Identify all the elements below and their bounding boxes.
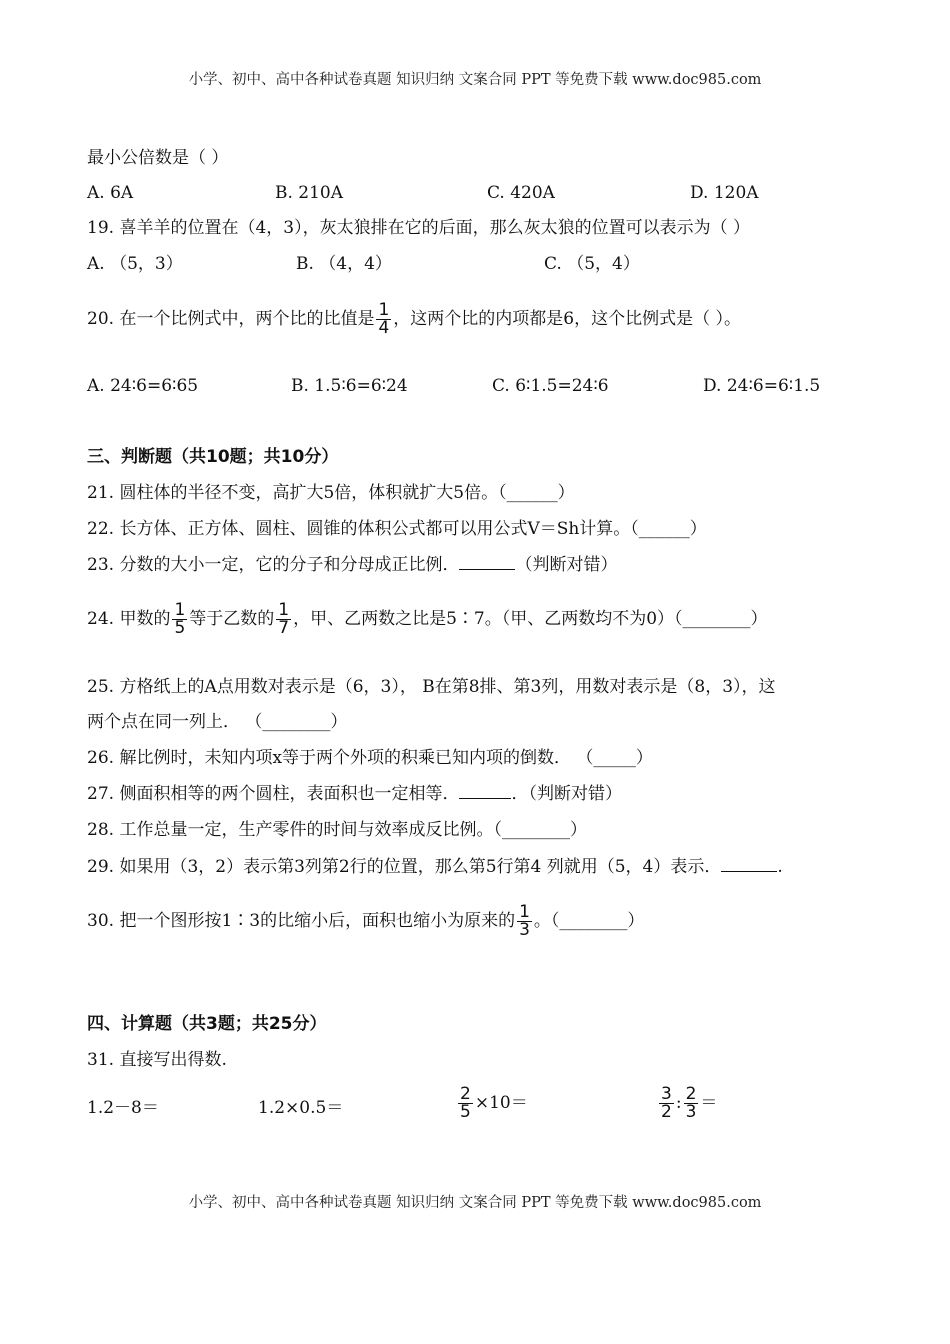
calc4-num1: 3: [661, 1084, 672, 1104]
q20-option-b: B. 1.5∶6=6∶24: [291, 376, 408, 396]
q25-line1: 25. 方格纸上的A点用数对表示是（6，3）， B在第8排、第3列，用数对表示是（8，3），这: [87, 677, 776, 697]
q24-f2-num: 1: [278, 600, 290, 620]
calc4-fraction-2: [684, 1086, 699, 1121]
q20-frac-den: 4: [378, 318, 390, 338]
q30-frac-num: 1: [519, 902, 530, 922]
q20-suffix: ，这两个比的内项都是6，这个比例式是（ ）。: [393, 309, 742, 329]
q27-prefix: 27. 侧面积相等的两个圆柱，表面积也一定相等．: [87, 784, 460, 804]
q24-part1: 24. 甲数的: [87, 609, 171, 629]
q21-text: 21. 圆柱体的半径不变，高扩大5倍，体积就扩大5倍。（______）: [87, 483, 575, 503]
q18-text: 最小公倍数是（ ）: [87, 148, 229, 168]
q18-option-c: C. 420A: [487, 183, 555, 203]
q18-option-a: A. 6A: [87, 183, 134, 203]
section4-title: 四、计算题（共3题；共25分）: [87, 1014, 327, 1034]
q29-text: [87, 855, 783, 879]
calc-item-4: [657, 1086, 717, 1121]
q18-option-b: B. 210A: [275, 183, 344, 203]
calc4-fraction-1: [659, 1086, 674, 1121]
calc-item-2: 1.2×0.5＝: [258, 1098, 344, 1118]
q30-text: [87, 904, 644, 939]
q29-prefix: 29. 如果用（3，2）表示第3列第2行的位置，那么第5行第4 列就用（5，4）表示．: [87, 857, 722, 877]
section3-title: 三、判断题（共10题；共10分）: [87, 447, 339, 467]
q24-fraction-2: [276, 602, 291, 637]
answer-blank[interactable]: [721, 855, 777, 872]
calc-item-3: [456, 1086, 528, 1121]
q26-text: 26. 解比例时，未知内项x等于两个外项的积乘已知内项的倒数． （_____）: [87, 748, 653, 768]
calc3-fraction: [458, 1086, 473, 1121]
calc4-den1: 2: [661, 1102, 672, 1122]
page-header: 小学、初中、高中各种试卷真题 知识归纳 文案合同 PPT 等免费下载 www.doc985.com: [188, 72, 762, 88]
answer-blank[interactable]: [459, 553, 515, 570]
q20-fraction: [376, 302, 391, 337]
page-footer: 小学、初中、高中各种试卷真题 知识归纳 文案合同 PPT 等免费下载 www.doc985.com: [188, 1195, 762, 1211]
q24-f1-num: 1: [174, 600, 186, 620]
q24-part2: 等于乙数的: [189, 609, 275, 629]
q20-prefix: 20. 在一个比例式中，两个比的比值是: [87, 309, 375, 329]
q29-suffix: .: [777, 857, 783, 877]
calc3-rest: ×10＝: [474, 1093, 528, 1113]
q22-text: 22. 长方体、正方体、圆柱、圆锥的体积公式都可以用公式V＝Sh计算。（______）: [87, 519, 707, 539]
calc4-rest: ＝: [700, 1093, 718, 1113]
q20-option-a: A. 24∶6=6∶65: [87, 376, 199, 396]
q24-part3: ，甲、乙两数之比是5∶7。（甲、乙两数均不为0）（________）: [293, 609, 768, 629]
q19-option-c: C. （5，4）: [544, 254, 640, 274]
q19-option-a: A. （5，3）: [87, 254, 183, 274]
calc4-sep: :: [675, 1093, 682, 1113]
q30-suffix: 。（________）: [533, 911, 645, 931]
calc3-den: 5: [460, 1102, 471, 1122]
q24-f1-den: 5: [174, 618, 186, 638]
calc3-num: 2: [460, 1084, 471, 1104]
q28-text: 28. 工作总量一定，生产零件的时间与效率成反比例。（________）: [87, 820, 587, 840]
q20-frac-num: 1: [378, 300, 390, 320]
q19-text: 19. 喜羊羊的位置在（4，3），灰太狼排在它的后面，那么灰太狼的位置可以表示为（ ）: [87, 218, 750, 238]
q18-option-d: D. 120A: [690, 183, 759, 203]
q20-option-c: C. 6∶1.5=24∶6: [492, 376, 609, 396]
q27-suffix: ．（判断对错）: [511, 784, 622, 804]
q23-text: [87, 553, 617, 577]
q20-text: [87, 302, 741, 337]
calc4-num2: 2: [685, 1084, 697, 1104]
q23-suffix: （判断对错）: [515, 555, 618, 575]
q24-f2-den: 7: [278, 618, 290, 638]
q31-text: 31. 直接写出得数.: [87, 1050, 227, 1070]
q23-prefix: 23. 分数的大小一定，它的分子和分母成正比例．: [87, 555, 460, 575]
q20-option-d: D. 24∶6=6∶1.5: [703, 376, 821, 396]
answer-blank[interactable]: [459, 782, 511, 799]
q19-option-b: B. （4，4）: [296, 254, 392, 274]
q30-frac-den: 3: [519, 920, 530, 940]
calc4-den2: 3: [685, 1102, 697, 1122]
q24-text: [87, 602, 768, 637]
q25-line2: 两个点在同一列上． （________）: [87, 712, 348, 732]
q30-fraction: [517, 904, 532, 939]
q27-text: [87, 782, 622, 806]
q30-prefix: 30. 把一个图形按1∶3的比缩小后，面积也缩小为原来的: [87, 911, 516, 931]
q24-fraction-1: [172, 602, 187, 637]
calc-item-1: 1.2－8＝: [87, 1098, 159, 1118]
